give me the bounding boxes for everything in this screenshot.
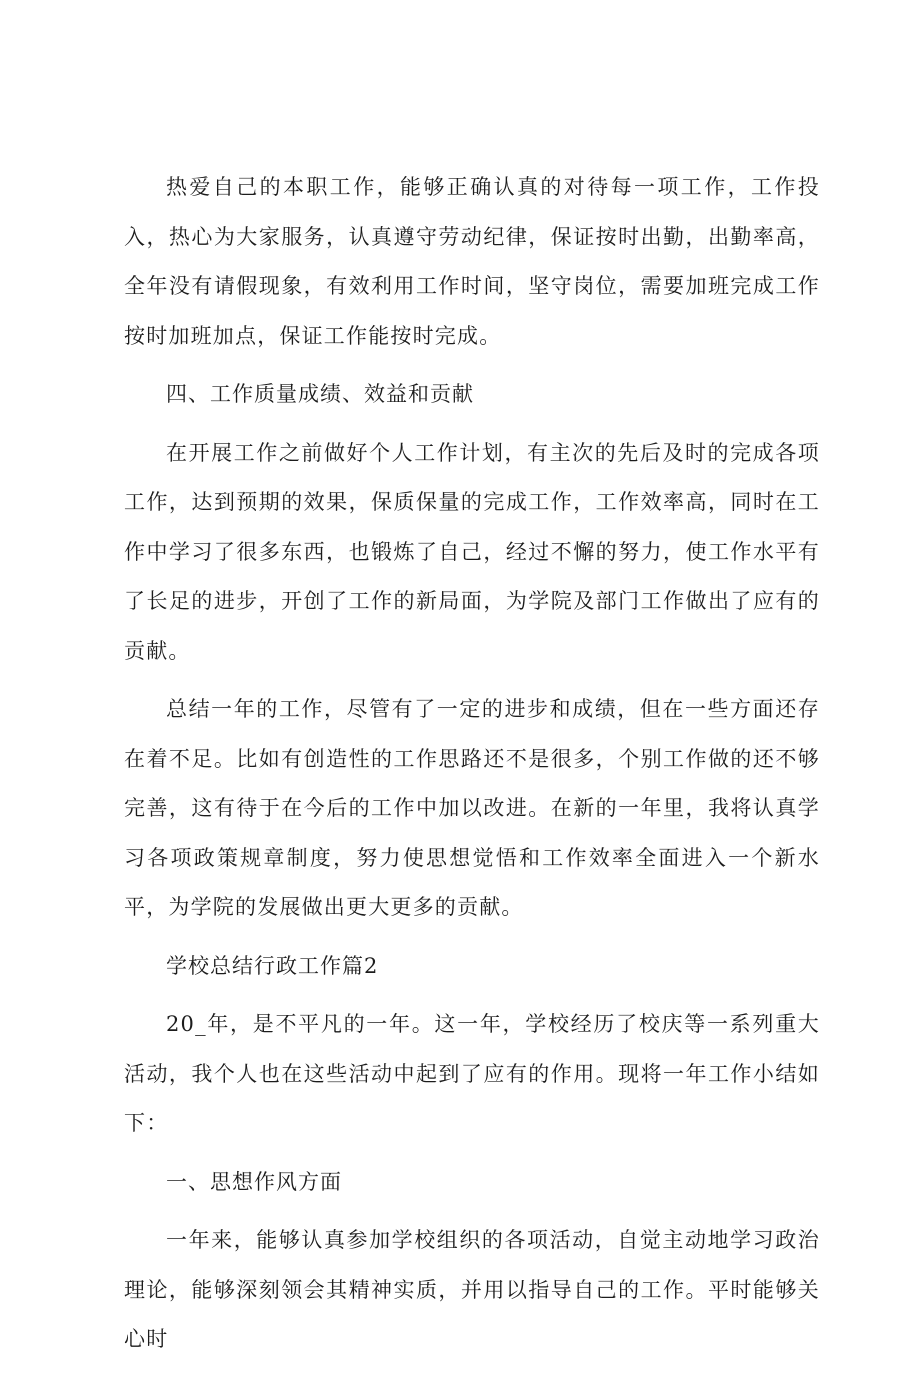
paragraph-year-intro: 20_年，是不平凡的一年。这一年，学校经历了校庆等一系列重大活动，我个人也在这些活动中起到了应有的作用。现将一年工作小结如下： bbox=[124, 1012, 820, 1135]
section-heading-ideology: 一、思想作风方面 bbox=[166, 1169, 342, 1194]
article-title-part-2: 学校总结行政工作篇2 bbox=[166, 953, 379, 978]
section-heading-quality: 四、工作质量成绩、效益和贡献 bbox=[166, 382, 474, 406]
paragraph-work-attitude: 热爱自己的本职工作，能够正确认真的对待每一项工作，工作投入，热心为大家服务，认真遵守劳动纪律，保证按时出勤，出勤率高，全年没有请假现象，有效利用工作时间，坚守岗位，需要加班完成工作按时加班加点，保证工作能按时完成。 bbox=[124, 175, 820, 348]
paragraph-ideology: 一年来，能够认真参加学校组织的各项活动，自觉主动地学习政治理论，能够深刻领会其精神实质，并用以指导自己的工作。平时能够关心时 bbox=[124, 1228, 820, 1351]
paragraph-year-summary: 总结一年的工作，尽管有了一定的进步和成绩，但在一些方面还存在着不足。比如有创造性的工作思路还不是很多，个别工作做的还不够完善，这有待于在今后的工作中加以改进。在新的一年里，我将认真学习各项政策规章制度，努力使思想觉悟和工作效率全面进入一个新水平，为学院的发展做出更大更多的贡献。 bbox=[124, 697, 820, 919]
document-body bbox=[124, 163, 820, 1374]
paragraph-work-plan: 在开展工作之前做好个人工作计划，有主次的先后及时的完成各项工作，达到预期的效果，保质保量的完成工作，工作效率高，同时在工作中学习了很多东西，也锻炼了自己，经过不懈的努力，使工作水平有了长足的进步，开创了工作的新局面，为学院及部门工作做出了应有的贡献。 bbox=[124, 440, 820, 663]
